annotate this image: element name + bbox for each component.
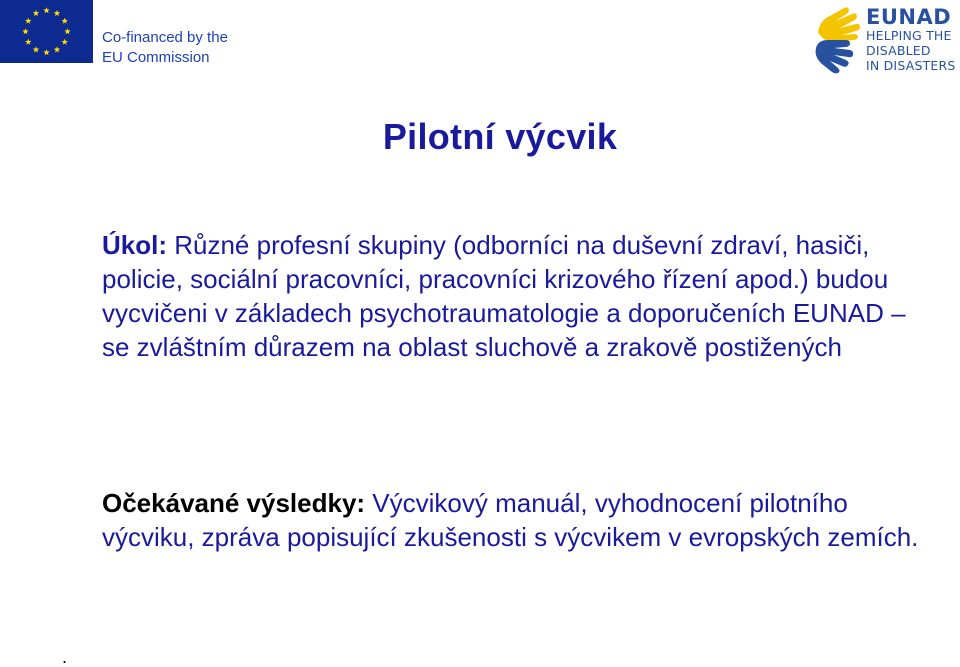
eunad-wordmark	[866, 6, 956, 73]
eu-flag-icon	[0, 0, 93, 63]
cofinanced-line-1: Co-financed by the	[102, 29, 228, 46]
task-paragraph	[102, 228, 922, 364]
eunad-name: EUNAD	[866, 5, 952, 29]
eunad-tagline-3: IN DISASTERS	[866, 58, 956, 73]
hands-icon	[812, 2, 872, 74]
eunad-tagline-2: DISABLED	[866, 43, 931, 58]
eunad-logo	[812, 2, 960, 74]
cofinanced-line-2: EU Commission	[102, 49, 210, 66]
footer-dot: .	[62, 647, 68, 667]
cofinanced-text	[102, 28, 228, 68]
eunad-tagline-1: HELPING THE	[866, 28, 952, 43]
slide-title: Pilotní výcvik	[382, 116, 618, 157]
task-label: Úkol:	[102, 230, 167, 260]
results-text: Výcvikový manuál, vyhodnocení pilotního výcviku, zpráva popisující zkušenosti s výcvikem v evropských zemích.	[102, 488, 919, 552]
results-label: Očekávané výsledky:	[102, 488, 366, 518]
results-paragraph	[102, 486, 922, 554]
task-text: Různé profesní skupiny (odborníci na duševní zdraví, hasiči, policie, sociální pracovníci, pracovníci krizového řízení apod.) budou vycvičeni v základech psychotraumatologie a doporučeních EUNAD – se zvláštním důrazem na oblast sluchově a zrakově postižených	[102, 230, 906, 362]
